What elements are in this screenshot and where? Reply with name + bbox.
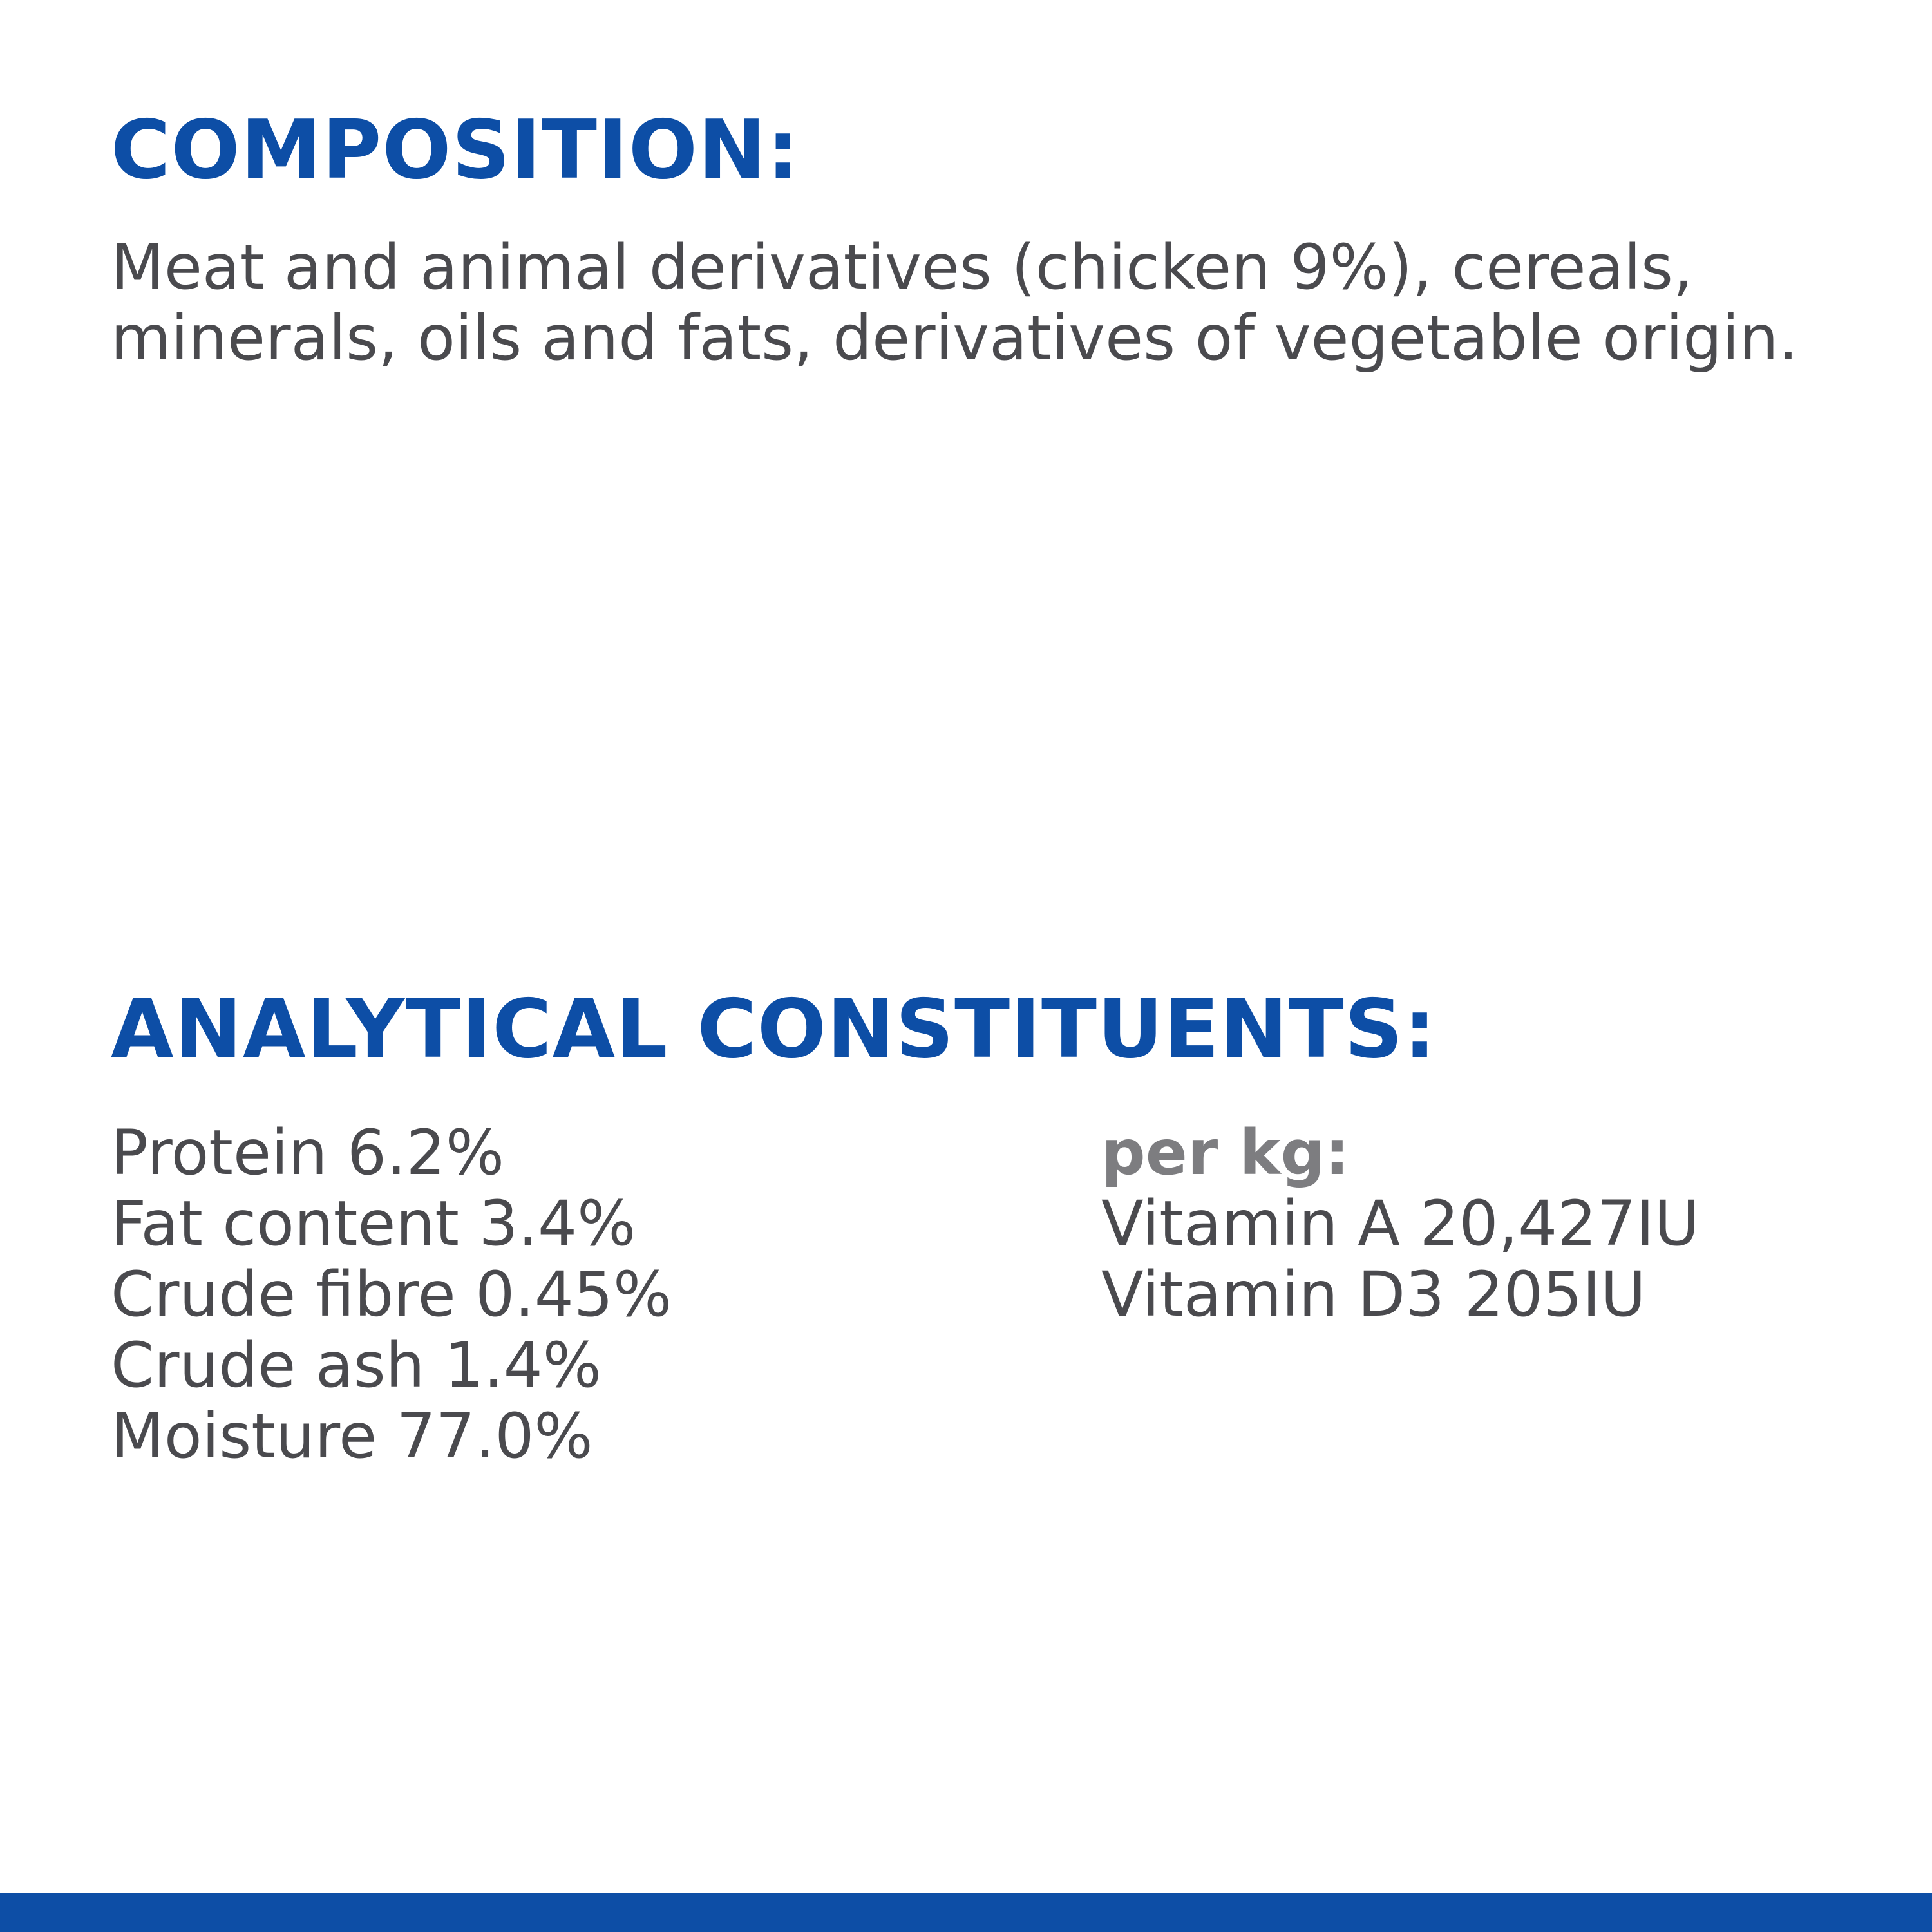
footer-bar	[0, 1893, 1932, 1932]
constituent-item: Fat content 3.4%	[111, 1188, 636, 1260]
composition-text: Meat and animal derivatives (chicken 9%), cereals, minerals, oils and fats, derivatives of vegetable origin.	[111, 231, 1799, 374]
vitamins-list	[1101, 1188, 1874, 1330]
constituent-item: Crude fibre 0.45%	[111, 1258, 672, 1331]
constituent-item: Crude ash 1.4%	[111, 1329, 601, 1401]
constituent-item: Protein 6.2%	[111, 1117, 504, 1189]
per-kg-label: per kg:	[1101, 1117, 1350, 1189]
vitamin-item: Vitamin A 20,427IU	[1101, 1188, 1700, 1260]
analytical-constituents-heading: ANALYTICAL CONSTITUENTS:	[111, 981, 1437, 1076]
vitamins-block	[1101, 1117, 1874, 1330]
constituents-list	[111, 1117, 1012, 1472]
composition-heading: COMPOSITION:	[111, 102, 800, 197]
constituent-item: Moisture 77.0%	[111, 1400, 593, 1472]
vitamin-item: Vitamin D3 205IU	[1101, 1258, 1646, 1331]
